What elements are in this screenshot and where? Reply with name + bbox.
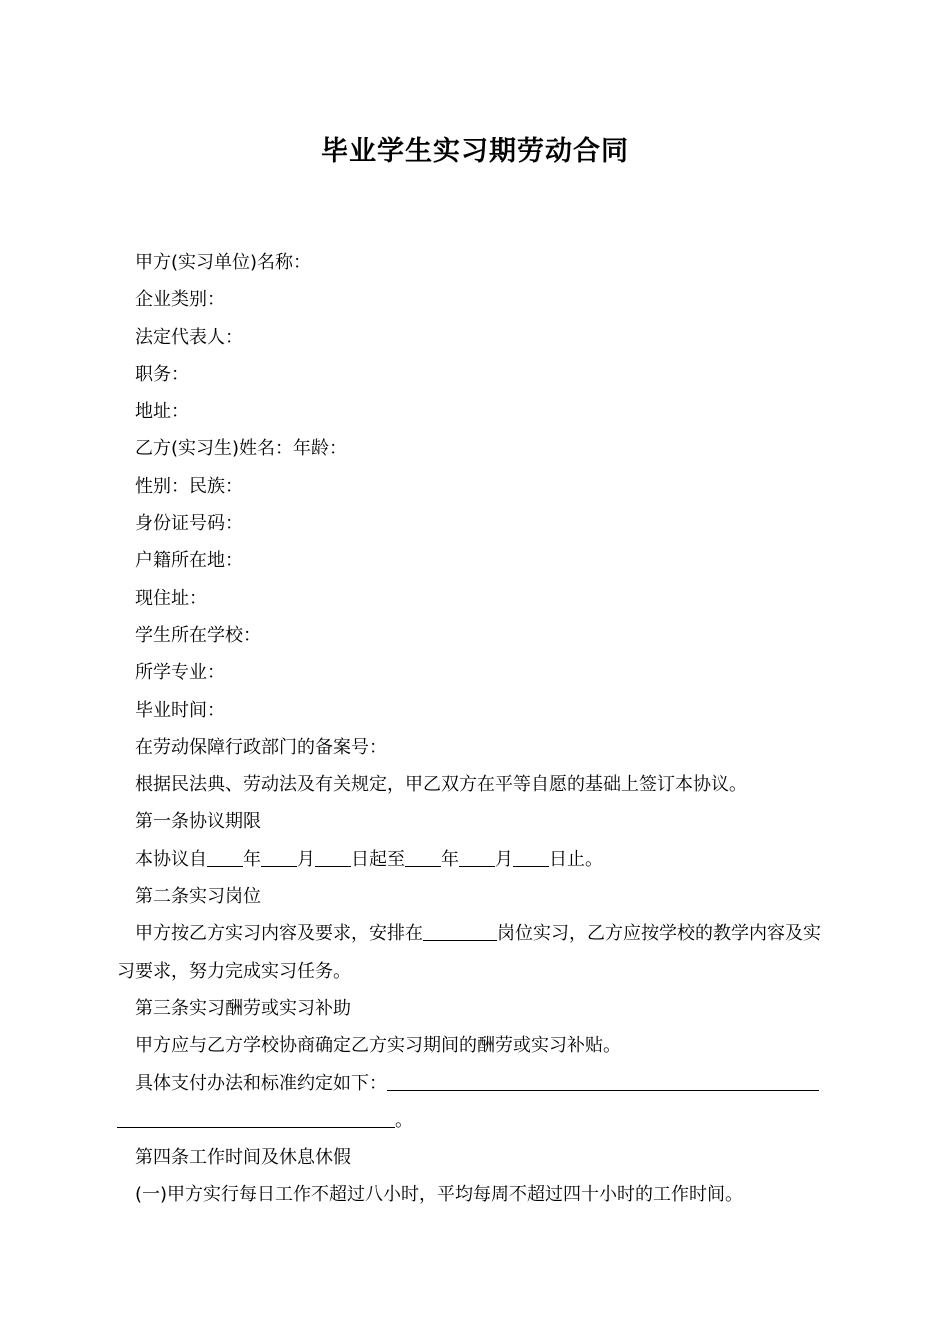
field-legal-representative: 法定代表人： [135, 326, 243, 348]
blank-end-year [405, 848, 441, 867]
blank-payment-terms [387, 1072, 819, 1091]
field-major: 所学专业： [135, 662, 225, 684]
article3-payment-cont [117, 1102, 837, 1139]
article1-heading: 第一条协议期限 [135, 811, 261, 833]
article1-year2: 年 [441, 848, 459, 870]
article1-day-to: 日止。 [549, 848, 603, 870]
blank-end-day [513, 848, 549, 867]
field-id-number: 身份证号码： [135, 513, 243, 535]
blank-position [423, 922, 497, 941]
article3-paragraph2: 具体支付办法和标准约定如下： [135, 1072, 387, 1094]
field-current-address: 现住址： [135, 587, 207, 609]
field-graduation-time: 毕业时间： [135, 699, 225, 721]
article2-heading: 第二条实习岗位 [135, 886, 261, 908]
document-title: 毕业学生实习期劳动合同 [321, 136, 629, 167]
field-party-b-name-age: 乙方(实习生)姓名：年龄： [135, 438, 348, 460]
field-school: 学生所在学校： [135, 624, 261, 646]
field-position: 职务： [135, 363, 189, 385]
article1-year1: 年 [243, 848, 261, 870]
article1-day-from: 日起至 [351, 848, 405, 870]
blank-payment-terms-cont [117, 1109, 395, 1128]
blank-start-year [207, 848, 243, 867]
field-enterprise-type: 企业类别： [135, 289, 225, 311]
field-gender-ethnicity: 性别：民族： [135, 475, 243, 497]
blank-end-month [459, 848, 495, 867]
field-filing-number: 在劳动保障行政部门的备案号： [135, 736, 387, 758]
article1-text-start: 本协议自 [135, 848, 207, 870]
intro-paragraph: 根据民法典、劳动法及有关规定，甲乙双方在平等自愿的基础上签订本协议。 [135, 774, 747, 796]
article4-heading: 第四条工作时间及休息休假 [135, 1147, 351, 1169]
article1-month2: 月 [495, 848, 513, 870]
article1-month1: 月 [297, 848, 315, 870]
article2-paragraph [117, 915, 837, 990]
blank-start-month [261, 848, 297, 867]
article3-payment-line [117, 1065, 837, 1102]
article1-term-line [117, 841, 837, 878]
article3-heading: 第三条实习酬劳或实习补助 [135, 997, 351, 1019]
article4-item1: (一)甲方实行每日工作不超过八小时，平均每周不超过四十小时的工作时间。 [135, 1184, 744, 1206]
blank-start-day [315, 848, 351, 867]
article3-end-period: 。 [395, 1109, 413, 1131]
document-body [117, 244, 837, 1214]
field-address: 地址： [135, 401, 189, 423]
article2-text-after: 岗位实习，乙方应按学校的教学内容及实习要求，努力完成实习任务。 [117, 923, 821, 982]
article2-text-before: 甲方按乙方实习内容及要求，安排在 [135, 923, 423, 945]
field-party-a-name: 甲方(实习单位)名称： [135, 252, 312, 273]
field-household-registration: 户籍所在地： [135, 550, 243, 572]
article3-paragraph1: 甲方应与乙方学校协商确定乙方实习期间的酬劳或实习补贴。 [135, 1035, 621, 1057]
